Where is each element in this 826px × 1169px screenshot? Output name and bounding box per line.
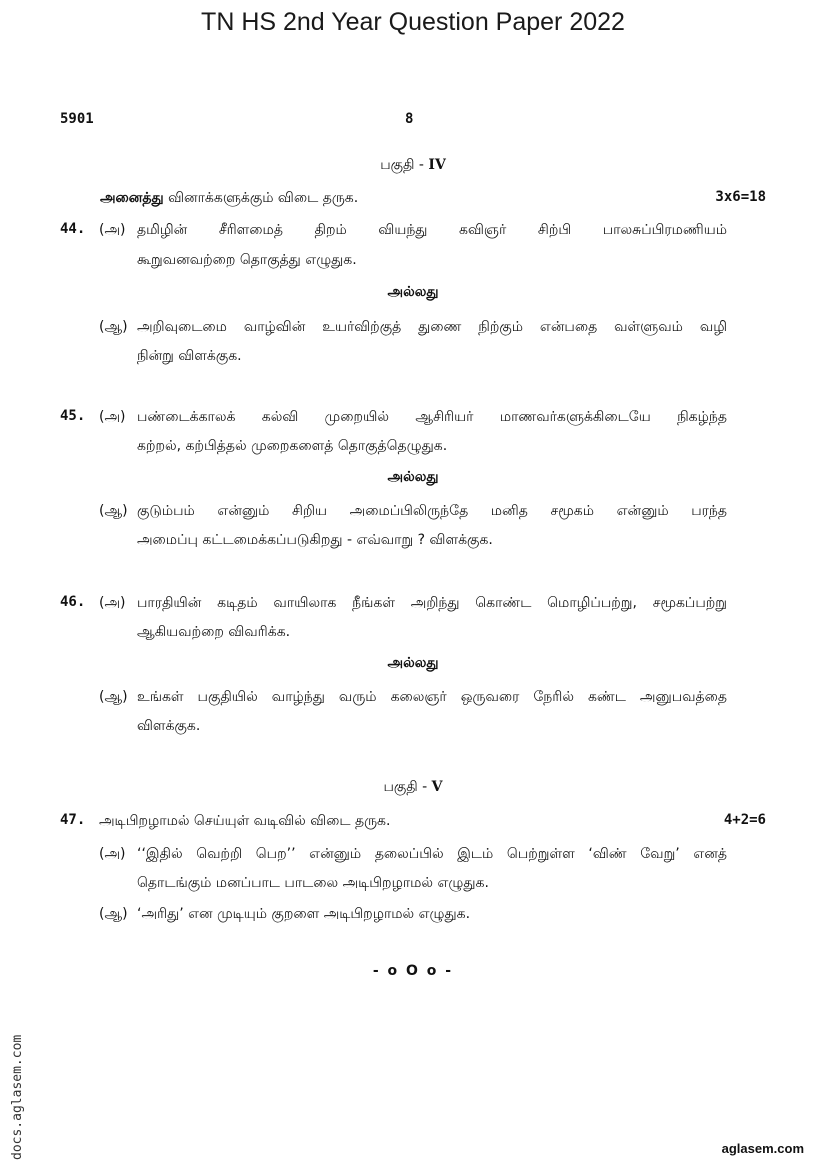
section-instruction: அடிபிறழாமல் செய்யுள் வடிவில் விடை தருக. xyxy=(99,813,391,829)
option-label: (ஆ) xyxy=(99,906,128,922)
option-label: (ஆ) xyxy=(99,319,128,335)
question-text-line: அமைப்பு கட்டமைக்கப்படுகிறது - எவ்வாறு ? விளக்குக. xyxy=(137,532,493,548)
question-number: 47. xyxy=(60,812,86,828)
question-text-line: நின்று விளக்குக. xyxy=(137,348,242,364)
question-text-line: உங்கள் பகுதியில் வாழ்ந்து வரும் கலைஞர் ஒருவரை நேரில் கண்ட அனுபவத்தை xyxy=(137,689,727,705)
section-marks: 3x6=18 xyxy=(715,189,766,205)
instruction-bold: அனைத்து xyxy=(100,190,164,206)
page-title: TN HS 2nd Year Question Paper 2022 xyxy=(201,8,625,36)
section-instruction xyxy=(100,188,358,208)
question-number: 46. xyxy=(60,594,86,610)
instruction-text: வினாக்களுக்கும் விடை தருக. xyxy=(163,190,359,206)
section-label: பகுதி - xyxy=(383,779,428,795)
option-label: (அ) xyxy=(99,222,126,238)
or-separator: அல்லது xyxy=(387,284,439,300)
question-text-line: தொடங்கும் மனப்பாட பாடலை அடிபிறழாமல் எழுதுக. xyxy=(137,875,489,891)
question-text-line: பண்டைக்காலக் கல்வி முறையில் ஆசிரியர் மாணவர்களுக்கிடையே நிகழ்ந்த xyxy=(137,409,727,425)
question-text-line: அறிவுடைமை வாழ்வின் உயர்விற்குத் துணை நிற்கும் என்பதை வள்ளுவம் வழி xyxy=(137,319,727,335)
section-roman: V xyxy=(431,779,443,795)
paper-code: 5901 xyxy=(60,111,94,127)
option-label: (அ) xyxy=(99,595,126,611)
question-text-line: தமிழின் சீரிளமைத் திறம் வியந்து கவிஞர் சிற்பி பாலசுப்பிரமணியம் xyxy=(137,222,727,238)
or-separator: அல்லது xyxy=(387,469,439,485)
option-label: (அ) xyxy=(99,409,126,425)
section-marks: 4+2=6 xyxy=(723,812,766,828)
section-label: பகுதி - xyxy=(380,157,424,173)
footer-brand: aglasem.com xyxy=(721,1141,804,1156)
question-text-line: குடும்பம் என்னும் சிறிய அமைப்பிலிருந்தே மனித சமூகம் என்னும் பரந்த xyxy=(137,503,727,519)
section-heading-part-5 xyxy=(0,779,826,797)
question-text-line: கூறுவனவற்றை தொகுத்து எழுதுக. xyxy=(137,252,357,268)
question-text-line: கற்றல், கற்பித்தல் முறைகளைத் தொகுத்தெழுதுக. xyxy=(137,438,448,454)
page-number: 8 xyxy=(405,111,414,127)
or-separator: அல்லது xyxy=(387,655,439,671)
watermark: docs.aglasem.com xyxy=(10,1034,25,1160)
question-number: 44. xyxy=(60,221,86,237)
option-label: (அ) xyxy=(99,846,126,862)
question-text-line: விளக்குக. xyxy=(137,718,201,734)
section-roman: IV xyxy=(428,157,446,173)
option-label: (ஆ) xyxy=(99,503,128,519)
question-text-line: ஆகியவற்றை விவரிக்க. xyxy=(137,624,291,640)
question-text-line: பாரதியின் கடிதம் வாயிலாக நீங்கள் அறிந்து கொண்ட மொழிப்பற்று, சமூகப்பற்று xyxy=(137,595,727,611)
option-label: (ஆ) xyxy=(99,689,128,705)
question-number: 45. xyxy=(60,408,86,424)
section-heading-part-4 xyxy=(0,157,826,175)
end-of-paper-mark: - o O o - xyxy=(372,963,454,979)
question-text-line: ‘‘இதில் வெற்றி பெற’’ என்னும் தலைப்பில் இடம் பெற்றுள்ள ‘விண் வேறு’ எனத் xyxy=(137,846,727,862)
question-text-line: ‘அரிது’ என முடியும் குறளை அடிபிறழாமல் எழுதுக. xyxy=(137,906,471,922)
